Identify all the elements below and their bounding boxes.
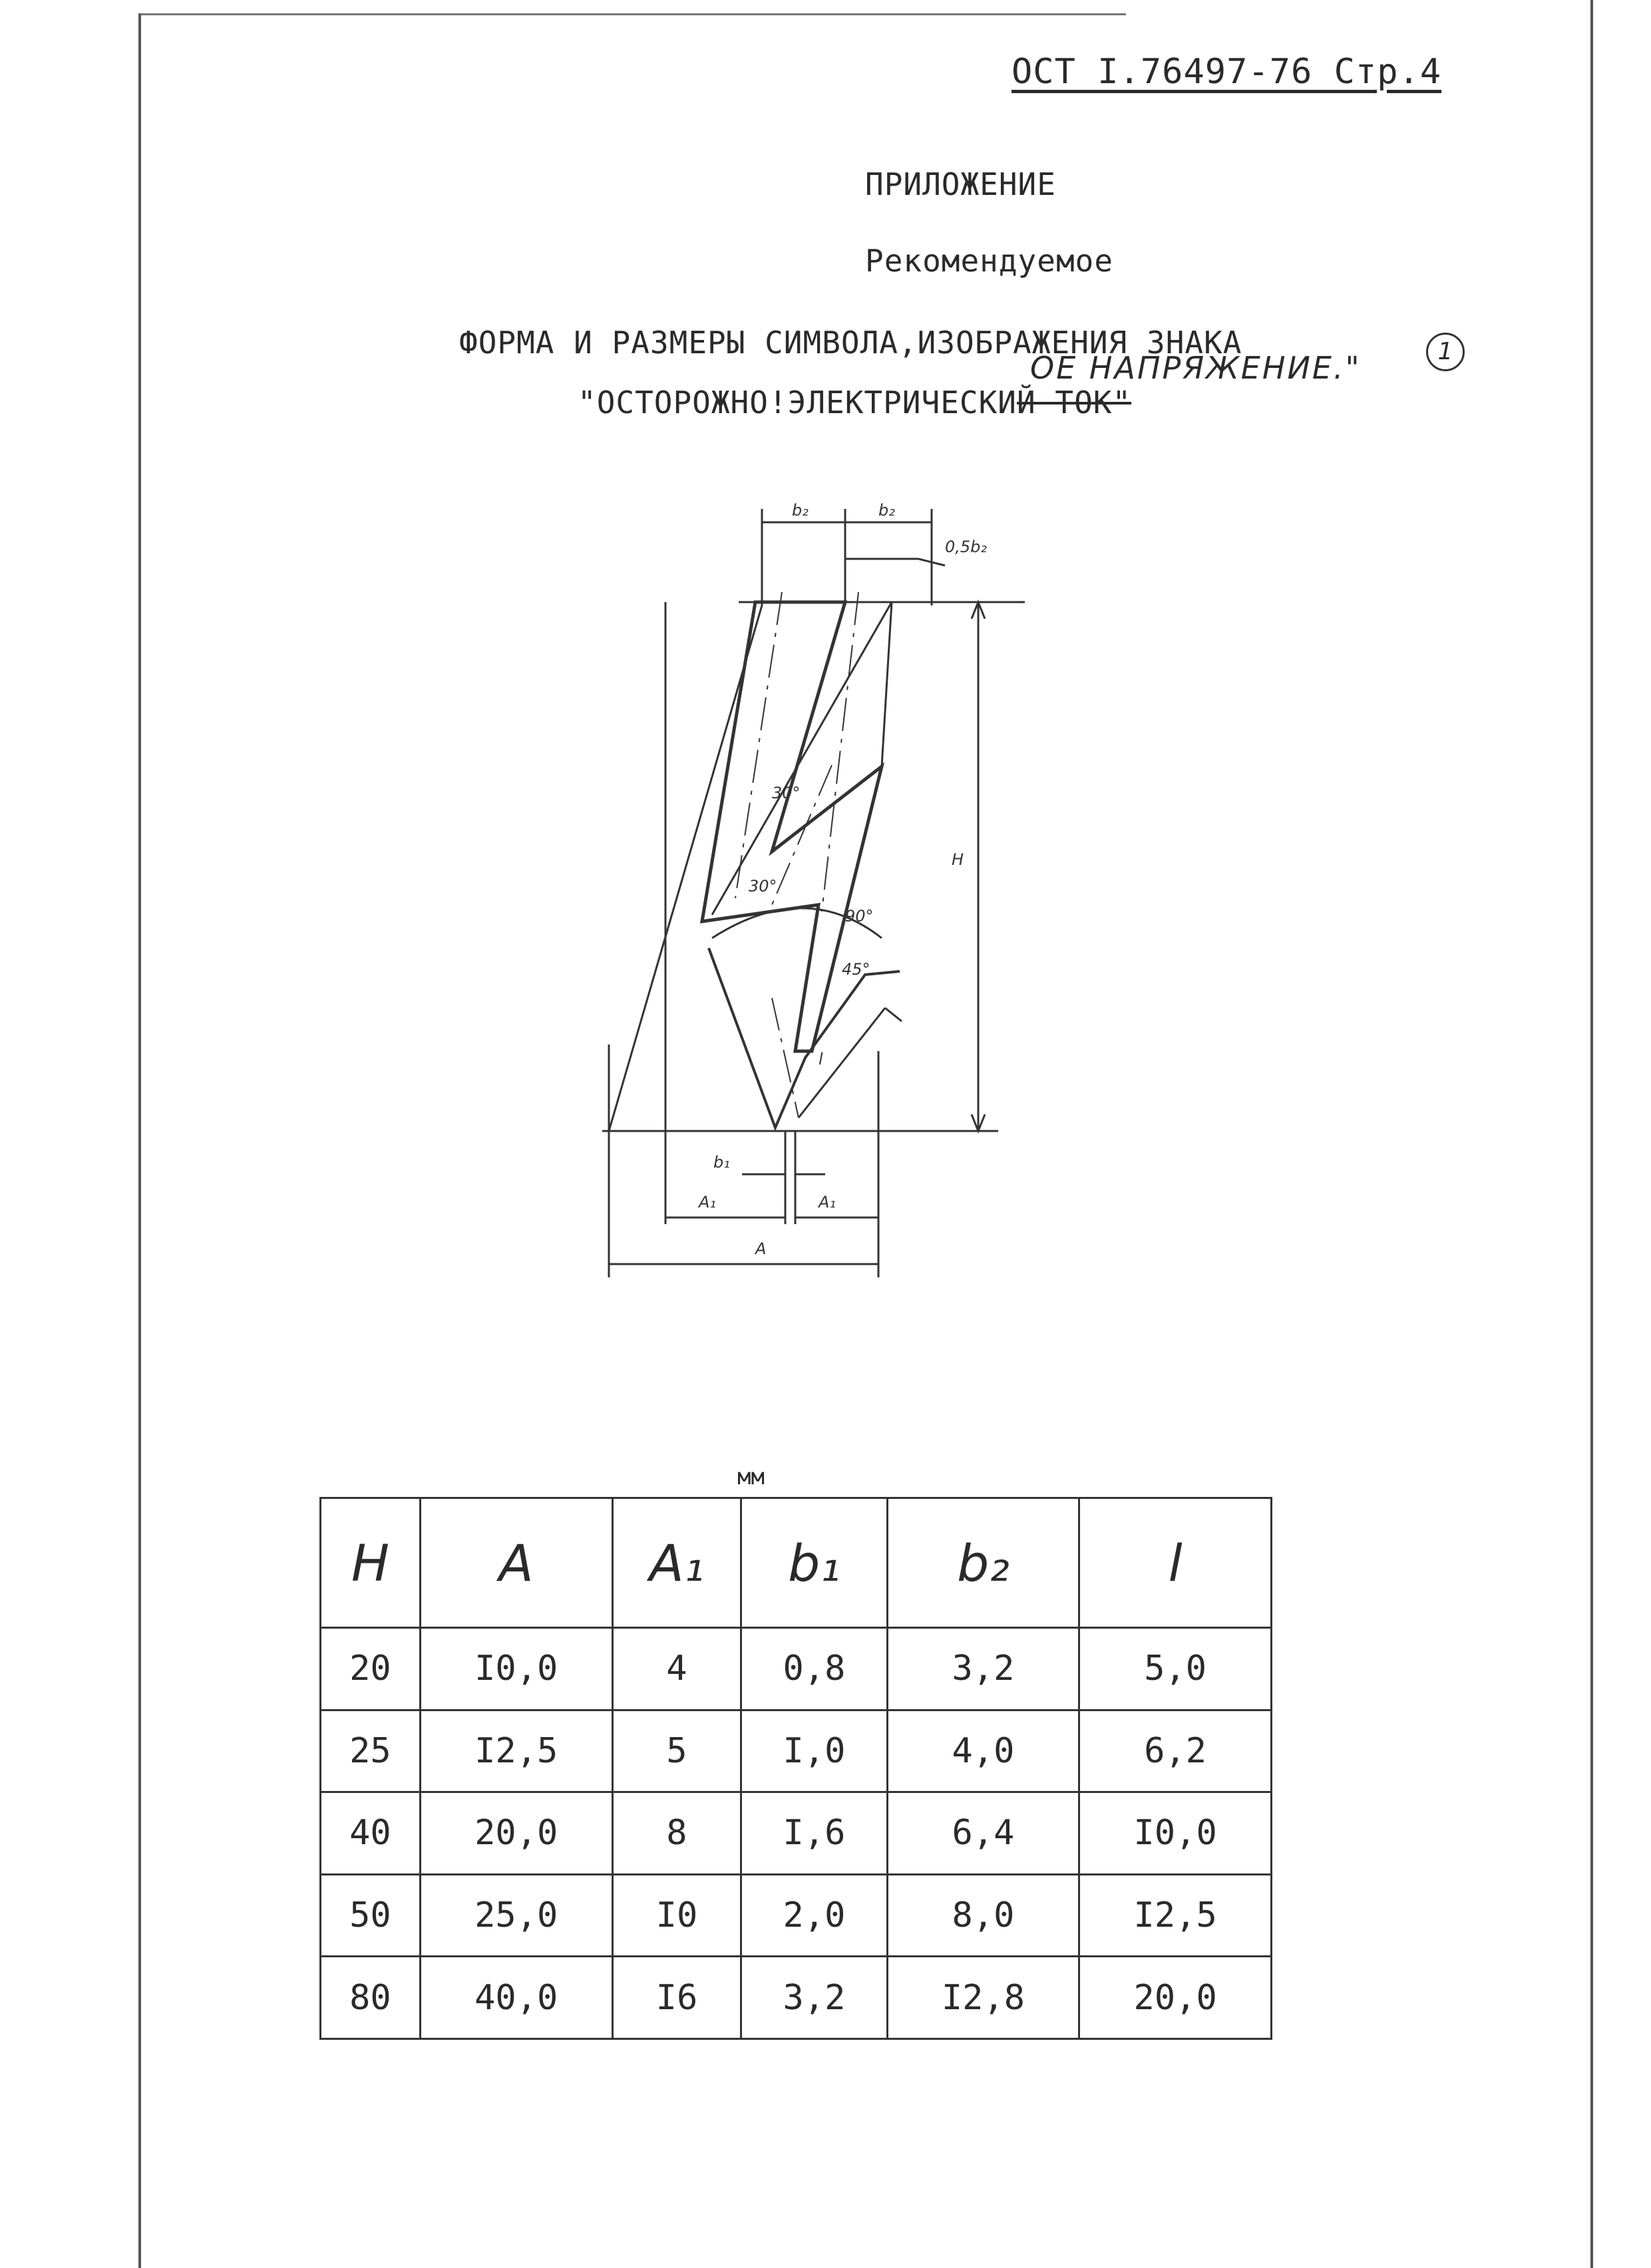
table-cell: 40,0 — [420, 1957, 612, 2039]
label-angle-arc: 90° — [845, 907, 874, 925]
table-row — [321, 1957, 1272, 2039]
table-cell: I0,0 — [1079, 1792, 1272, 1875]
header-cell: l — [1079, 1498, 1272, 1628]
table-row — [321, 1710, 1272, 1792]
table-cell: 20,0 — [1079, 1957, 1272, 2039]
table-cell: 0,8 — [741, 1628, 887, 1710]
header-cell: b₁ — [741, 1498, 887, 1628]
table-cell: 5,0 — [1079, 1628, 1272, 1710]
label-b1: b₁ — [713, 1153, 730, 1172]
label-a-total: A — [755, 1239, 767, 1258]
table-row — [321, 1874, 1272, 1957]
label-half-b2: 0,5b₂ — [945, 538, 988, 556]
table-cell: 4 — [612, 1628, 741, 1710]
table-cell: 3,2 — [741, 1957, 887, 2039]
title-line-2 — [578, 385, 1131, 420]
table-cell: 8 — [612, 1792, 741, 1875]
table-cell: 25,0 — [420, 1874, 612, 1957]
table-row — [321, 1628, 1272, 1710]
label-b2-left: b₂ — [792, 501, 809, 520]
table-cell: 3,2 — [887, 1628, 1079, 1710]
table-cell: 5 — [612, 1710, 741, 1792]
title-line-1: ФОРМА И РАЗМЕРЫ СИМВОЛА,ИЗОБРАЖЕНИЯ ЗНАКА — [459, 325, 1242, 361]
label-a1-left: A₁ — [699, 1193, 717, 1212]
label-height: H — [952, 850, 964, 869]
symbol-drawing — [572, 479, 1038, 1297]
header-cell: A₁ — [612, 1498, 741, 1628]
frame-left-line — [138, 13, 141, 2268]
table-cell: 50 — [321, 1874, 421, 1957]
table-cell: 4,0 — [887, 1710, 1079, 1792]
dimensions-table — [319, 1497, 1272, 2040]
label-angle-mid: 30° — [749, 877, 777, 895]
header-cell: A — [420, 1498, 612, 1628]
table-cell: I,6 — [741, 1792, 887, 1875]
table-cell: 2,0 — [741, 1874, 887, 1957]
table-cell: 6,4 — [887, 1792, 1079, 1875]
table-row — [321, 1792, 1272, 1875]
table-cell: 6,2 — [1079, 1710, 1272, 1792]
table-cell: I2,5 — [420, 1710, 612, 1792]
recommended-label: Рекомендуемое — [865, 243, 1114, 279]
table-cell: I0 — [612, 1874, 741, 1957]
header-cell: b₂ — [887, 1498, 1079, 1628]
label-b2-right: b₂ — [878, 501, 895, 520]
table-cell: I,0 — [741, 1710, 887, 1792]
revision-mark: 1 — [1426, 333, 1465, 371]
arrow-tip — [709, 948, 900, 1128]
title-line-2-prefix: "ОСТОРОЖНО!ЭЛЕКТРИЧЕСКИ — [578, 385, 1017, 420]
table-cell: 25 — [321, 1710, 421, 1792]
table-cell: I2,8 — [887, 1957, 1079, 2039]
title-line-2-struck: Й ТОК" — [1016, 385, 1132, 420]
table-cell: 80 — [321, 1957, 421, 2039]
header-cell: H — [321, 1498, 421, 1628]
label-angle-top: 30° — [772, 784, 801, 802]
handwritten-correction: ОЕ НАПРЯЖЕНИЕ." — [1030, 350, 1362, 386]
label-a1-right: A₁ — [819, 1193, 836, 1212]
table-cell: 8,0 — [887, 1874, 1079, 1957]
frame-right-line — [1590, 0, 1593, 2268]
table-cell: 20 — [321, 1628, 421, 1710]
table-cell: I0,0 — [420, 1628, 612, 1710]
table-header-row — [321, 1498, 1272, 1628]
symbol-outline — [702, 602, 882, 1051]
table-cell: I2,5 — [1079, 1874, 1272, 1957]
document-code: ОСТ I.76497-76 Стр.4 — [1011, 52, 1442, 92]
frame-top-line — [141, 13, 1126, 15]
appendix-heading: ПРИЛОЖЕНИЕ — [865, 166, 1056, 202]
table-cell: I6 — [612, 1957, 741, 2039]
units-label: мм — [737, 1464, 765, 1490]
table-cell: 40 — [321, 1792, 421, 1875]
label-length: l — [819, 1050, 823, 1068]
table-cell: 20,0 — [420, 1792, 612, 1875]
label-angle-tip: 45° — [842, 960, 870, 979]
